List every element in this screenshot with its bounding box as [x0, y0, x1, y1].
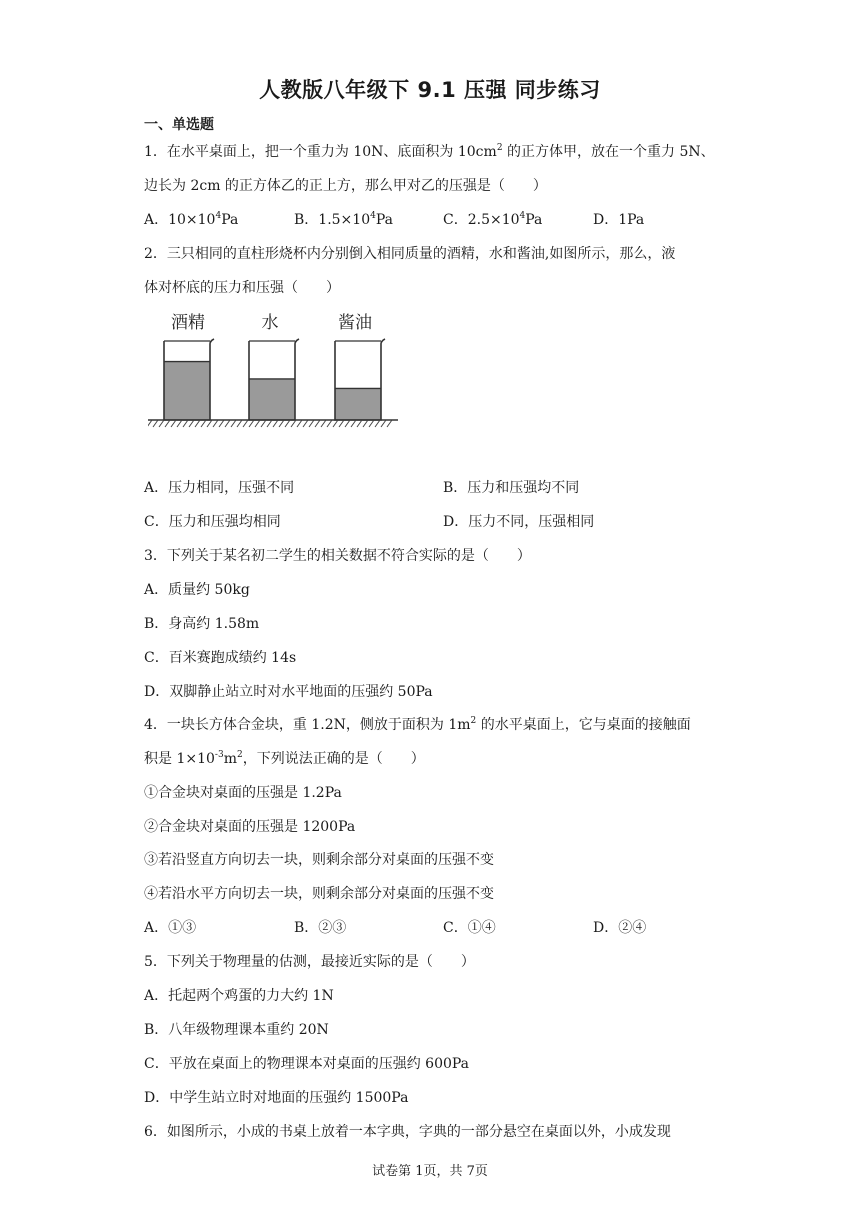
q4-sup: -3 [214, 750, 224, 760]
beaker-liquid-soy-sauce [335, 388, 381, 420]
hatch-mark [165, 420, 170, 427]
hatch-mark [255, 420, 260, 427]
hatch-mark [387, 420, 392, 427]
hatch-mark [351, 420, 356, 427]
q4-statement-1: ①合金块对桌面的压强是 1.2Pa [144, 785, 342, 801]
q1-option-b-unit: Pa [375, 212, 393, 228]
q1-option-b-sup: 4 [370, 211, 376, 221]
q5-line1: 5．下列关于物理量的估测，最接近实际的是（ ） [144, 954, 475, 970]
q1-line1 [144, 143, 715, 161]
beakers-group [164, 339, 385, 420]
beaker-liquid-alcohol [164, 362, 210, 420]
q4-sup: 2 [236, 750, 243, 760]
hatch-mark [327, 420, 332, 427]
hatch-mark [345, 420, 350, 427]
q2-option-d: D．压力不同，压强相同 [443, 514, 595, 530]
q6-line1: 6．如图所示，小成的书桌上放着一本字典，字典的一部分悬空在桌面以外，小成发现 [144, 1124, 671, 1140]
hatch-mark [243, 420, 248, 427]
hatch-mark [309, 420, 314, 427]
page-title: 人教版八年级下 9.1 压强 同步练习 [259, 78, 601, 102]
q1-text: 的正方体甲，放在一个重力 5N、 [502, 144, 715, 160]
q4-line2 [144, 750, 425, 768]
q4-statement-3: ③若沿竖直方向切去一块，则剩余部分对桌面的压强不变 [144, 852, 494, 868]
hatch-mark [148, 420, 152, 427]
page-footer: 试卷第 1页，共 7页 [372, 1164, 488, 1179]
hatch-mark [369, 420, 374, 427]
q5-option-c: C．平放在桌面上的物理课本对桌面的压强约 600Pa [144, 1056, 470, 1072]
hatch-mark [225, 420, 230, 427]
hatch-mark [207, 420, 212, 427]
q4-line1 [144, 716, 691, 734]
beaker-label-alcohol: 酒精 [171, 313, 205, 333]
q3-option-c: C．百米赛跑成绩约 14s [144, 650, 297, 666]
hatch-mark [213, 420, 218, 427]
q1-option-b [294, 211, 393, 229]
hatch-mark [195, 420, 200, 427]
q4-statement-4: ④若沿水平方向切去一块，则剩余部分对桌面的压强不变 [144, 886, 494, 902]
hatch-mark [159, 420, 164, 427]
q3-option-d: D．双脚静止站立时对水平地面的压强约 50Pa [144, 684, 433, 700]
hatch-mark [363, 420, 368, 427]
q4-option-a: A．①③ [144, 920, 197, 936]
q1-text: 1．在水平桌面上，把一个重力为 10N、底面积为 10cm [144, 144, 497, 160]
hatch-mark [333, 420, 338, 427]
q5-option-b: B．八年级物理课本重约 20N [144, 1022, 329, 1038]
hatch-mark [201, 420, 206, 427]
hatch-mark [375, 420, 380, 427]
q4-option-c: C．①④ [443, 920, 496, 936]
q4-option-b: B．②③ [294, 920, 347, 936]
beaker-liquid-water [249, 379, 295, 420]
q1-option-b-text: B．1.5×10 [294, 212, 371, 228]
q1-sup: 2 [496, 143, 503, 153]
hatch-mark [267, 420, 272, 427]
hatch-mark [261, 420, 266, 427]
beaker-label-soy-sauce: 酱油 [338, 313, 372, 333]
q1-option-a-sup: 4 [215, 211, 222, 221]
hatch-mark [291, 420, 296, 427]
hatch-mark [357, 420, 362, 427]
q4-text: ，下列说法正确的是（ ） [242, 751, 425, 767]
q2-line2: 体对杯底的压力和压强（ ） [144, 280, 340, 296]
hatch-mark [237, 420, 242, 427]
q5-option-a: A．托起两个鸡蛋的力大约 1N [144, 988, 334, 1004]
hatch-mark [231, 420, 236, 427]
hatch-mark [315, 420, 320, 427]
q3-line1: 3．下列关于某名初二学生的相关数据不符合实际的是（ ） [144, 548, 531, 564]
q1-option-d: D．1Pa [593, 212, 645, 228]
q1-option-c-sup: 4 [519, 211, 526, 221]
hatch-mark [177, 420, 182, 427]
q4-text: 的水平桌面上，它与桌面的接触面 [476, 717, 691, 733]
q4-text: 4．一块长方体合金块，重 1.2N，侧放于面积为 1m [144, 717, 471, 733]
hatch-mark [303, 420, 308, 427]
hatch-mark [339, 420, 344, 427]
beakers-figure [148, 306, 398, 434]
q4-option-d: D．②④ [593, 920, 647, 936]
hatch-mark [279, 420, 284, 427]
q1-option-c-text: C．2.5×10 [443, 212, 520, 228]
hatch-mark [381, 420, 386, 427]
hatch-mark [219, 420, 224, 427]
section-heading: 一、单选题 [144, 117, 214, 133]
q4-statement-2: ②合金块对桌面的压强是 1200Pa [144, 819, 356, 835]
q3-option-a: A．质量约 50kg [144, 582, 250, 598]
hatch-mark [183, 420, 188, 427]
hatch-mark [189, 420, 194, 427]
q4-sup: 2 [470, 716, 477, 726]
q1-option-a-unit: Pa [221, 212, 239, 228]
q1-option-a [144, 211, 238, 229]
q2-option-c: C．压力和压强均相同 [144, 514, 281, 530]
hatch-mark [285, 420, 290, 427]
hatch-mark [249, 420, 254, 427]
hatch-mark [321, 420, 326, 427]
q5-option-d: D．中学生站立时对地面的压强约 1500Pa [144, 1090, 409, 1106]
q3-option-b: B．身高约 1.58m [144, 616, 260, 632]
q2-option-b: B．压力和压强均不同 [443, 480, 580, 496]
hatch-mark [297, 420, 302, 427]
q4-text: m [223, 751, 237, 767]
hatch-mark [171, 420, 176, 427]
q2-line1: 2．三只相同的直柱形烧杯内分别倒入相同质量的酒精，水和酱油,如图所示，那么，液 [144, 246, 676, 262]
q4-text: 积是 1×10 [144, 751, 215, 767]
beaker-label-water: 水 [261, 313, 279, 333]
q1-option-a-text: A．10×10 [144, 212, 216, 228]
hatch-mark [153, 420, 158, 427]
q2-option-a: A．压力相同，压强不同 [144, 480, 295, 496]
q1-option-c [443, 211, 542, 229]
q1-line2: 边长为 2cm 的正方体乙的正上方，那么甲对乙的压强是（ ） [144, 178, 547, 194]
q1-option-c-unit: Pa [525, 212, 543, 228]
hatch-mark [273, 420, 278, 427]
ground-hatching [148, 420, 392, 427]
